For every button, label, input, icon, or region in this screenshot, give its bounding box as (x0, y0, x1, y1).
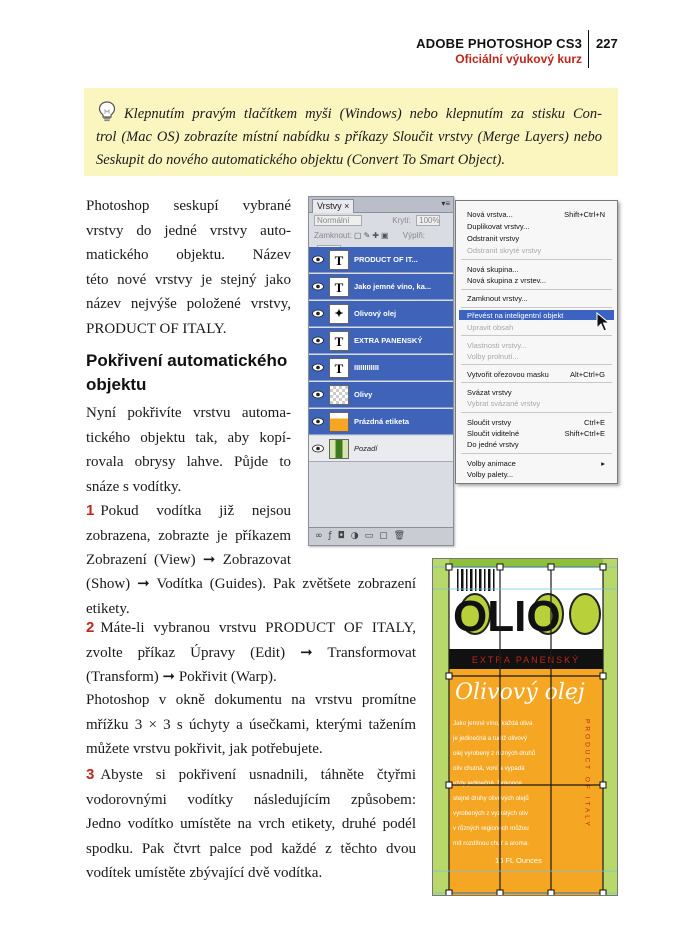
label-line: Jako jemné víno, každá oliva (453, 720, 533, 727)
header-divider (588, 30, 589, 68)
layer-name: Jako jemné víno, ka... (354, 282, 432, 291)
label-line: v různých regionech můžou (453, 825, 529, 832)
text-line: Photoshop v okně dokumentu na vrstvu promítne (86, 692, 416, 708)
menu-separator (461, 259, 612, 260)
menu-shortcut: Shift+Ctrl+E (564, 429, 605, 438)
layer-row[interactable] (309, 301, 453, 327)
text-line: snáze s vodítky. (86, 478, 182, 495)
layer-row[interactable] (309, 274, 453, 300)
text-line: PRODUCT OF ITALY. (86, 320, 227, 337)
menu-item-convert-smart-object[interactable]: Převést na inteligentní objekt (467, 311, 564, 320)
label-line: oliv chutná, voní a vypadá (453, 765, 525, 772)
text-line: mřížku 3 × 3 s úchyty a úsečkami, kterými tažením (86, 716, 416, 733)
layer-row[interactable] (309, 328, 453, 354)
step-number: 3 (86, 766, 95, 783)
menu-shortcut: Shift+Ctrl+N (564, 210, 605, 219)
text-line: Abyste si pokřivení usnadnili, táhněte čtyřmi (100, 767, 416, 783)
menu-item[interactable]: Odstranit vrstvy (467, 234, 520, 243)
product-label-image (432, 558, 618, 896)
paragraph-3 (86, 688, 416, 762)
menu-item[interactable]: Svázat vrstvy (467, 388, 512, 397)
layer-row-background[interactable] (309, 436, 453, 462)
menu-separator (461, 382, 612, 383)
text-line: spodku. Pak čtvrt palce pod každé z těchto dvou (86, 840, 416, 857)
label-line: stejné druhy olivových olejů (453, 795, 529, 802)
menu-item[interactable]: Nová skupina z vrstev... (467, 276, 547, 285)
menu-item[interactable]: Vytvořit ořezovou masku (467, 370, 549, 379)
step-1 (86, 499, 291, 573)
menu-item[interactable]: Zamknout vrstvy... (467, 294, 528, 303)
layer-row[interactable] (309, 382, 453, 408)
layer-name: IIIIIIIIIIII (354, 363, 380, 372)
text-line: matického objektu. Název (86, 247, 291, 263)
text-line: Nyní pokřivíte vrstvu automa- (86, 405, 291, 421)
paragraph-2 (86, 401, 291, 499)
tip-line-2: trol (Mac OS) zobrazíte místní nabídku s příkazy Sloučit vrstvy (Merge Layers) nebo (96, 128, 602, 145)
text-layer-thumbnail: T (329, 358, 349, 378)
eye-icon[interactable] (312, 255, 324, 264)
label-line: mít rozdílnou chuť a aroma. (453, 840, 529, 847)
olives-thumbnail (329, 385, 349, 405)
layer-row[interactable] (309, 247, 453, 273)
text-line: Photoshop seskupí vybrané (86, 198, 291, 214)
heading-line: Pokřivení automatického (86, 351, 288, 370)
menu-item[interactable]: Volby animace (467, 459, 516, 468)
intro-paragraph (86, 194, 291, 341)
label-brand: OLIO (453, 592, 561, 641)
submenu-arrow-icon: ▸ (601, 459, 605, 468)
text-line: vodorovnými vodítky následujícím způsobem: (86, 791, 416, 808)
lock-icons[interactable]: ▢✎✚▣ (354, 231, 391, 240)
label-line: vždy jedinečně. Dokonce (453, 780, 522, 787)
menu-item[interactable]: Volby prolnutí... (467, 352, 519, 361)
menu-item[interactable]: Vybrat svázané vrstvy (467, 399, 541, 408)
tip-box (84, 88, 618, 176)
opacity-label: Krytí: (392, 216, 411, 225)
page-number: 227 (596, 36, 618, 51)
panel-footer-icons[interactable]: ∞ƒ◘◑▭▢🗑 (315, 531, 412, 541)
menu-shortcut: Ctrl+E (583, 418, 605, 427)
text-line: Máte-li vybranou vrstvu PRODUCT OF ITALY, (100, 620, 416, 636)
layer-name: Olivy (354, 390, 373, 399)
text-line: název nejvýše položené vrstvy, (86, 296, 291, 312)
eye-icon[interactable] (312, 390, 324, 399)
layer-name: Pozadí (354, 444, 378, 453)
tab-layers[interactable]: Vrstvy × (312, 199, 354, 213)
eye-icon[interactable] (312, 417, 324, 426)
opacity-input[interactable]: 100% (416, 215, 440, 226)
menu-item[interactable]: Odstranit skryté vrstvy (467, 246, 542, 255)
label-thumbnail (329, 412, 349, 432)
warped-text-thumbnail: ✦ (329, 304, 349, 324)
menu-item[interactable]: Upravit obsah (467, 323, 514, 332)
label-artwork (433, 559, 618, 896)
panel-footer (309, 527, 453, 545)
label-script-title: Olivový olej (455, 680, 585, 705)
label-line: vyrobených z vyzrálých oliv (453, 810, 528, 817)
context-menu (455, 200, 618, 484)
text-line: Pokud vodítka již nejsou (100, 503, 291, 519)
running-header-subtitle: Oficiální výukový kurz (455, 52, 582, 66)
menu-item[interactable]: Nová vrstva... (467, 210, 513, 219)
text-line: (Transform) ➞ Pokřivit (Warp). (86, 669, 277, 685)
mouse-cursor-icon (596, 312, 610, 332)
label-line: je jedinečná a tudíž olivový (453, 735, 527, 742)
text-layer-thumbnail: T (329, 277, 349, 297)
tip-line-3: Seskupit do nového automatického objektu (Convert To Smart Object). (96, 151, 506, 168)
text-line: etikety. (86, 600, 130, 617)
blend-row (309, 213, 453, 228)
menu-item[interactable]: Sloučit vrstvy (467, 418, 512, 427)
running-header-title: ADOBE PHOTOSHOP CS3 (416, 36, 582, 51)
eye-icon[interactable] (312, 363, 324, 372)
layer-row[interactable] (309, 355, 453, 381)
step-3 (86, 763, 416, 886)
layers-panel (308, 196, 454, 546)
lightbulb-icon (96, 100, 118, 122)
step-1-cont (86, 572, 416, 621)
label-line: olej vyrobený z různých druhů (453, 750, 536, 757)
lock-label: Zamknout: (314, 231, 352, 240)
layer-name: PRODUCT OF IT... (354, 255, 418, 264)
layer-name: Olivový olej (354, 309, 397, 318)
layer-name: Prázdná etiketa (354, 417, 410, 426)
menu-item[interactable]: Vlastnosti vrstvy... (467, 341, 527, 350)
layer-name: EXTRA PANENSKÝ (354, 336, 423, 345)
layer-row[interactable] (309, 409, 453, 435)
menu-item[interactable]: Volby palety... (467, 470, 514, 479)
text-line: této nové vrstvy je stejný jako (86, 271, 291, 288)
text-line: (Show) ➞ Vodítka (Guides). Pak zvětšete zobrazení (86, 576, 416, 592)
eye-icon[interactable] (312, 282, 324, 291)
menu-item[interactable]: Nová skupina... (467, 265, 519, 274)
menu-separator (461, 364, 612, 365)
menu-separator (461, 307, 612, 308)
blend-mode-select[interactable]: Normální (314, 215, 362, 226)
text-line: Jedno vodítko umístěte na vrch etikety, druhé podél (86, 816, 416, 832)
text-layer-thumbnail: T (329, 331, 349, 351)
text-line: můžete vrstvu pokřivit, jak potřebujete. (86, 741, 323, 757)
tip-line-1: Klepnutím pravým tlačítkem myši (Windows) nebo klepnutím za stisku Con- (124, 106, 602, 122)
fill-label: Výplň: (402, 231, 426, 240)
menu-separator (461, 453, 612, 454)
menu-separator (461, 412, 612, 413)
label-volume: 16 FL Ounces (495, 856, 542, 865)
section-heading (86, 349, 296, 397)
eye-icon[interactable] (312, 444, 324, 453)
text-line: vrstvy do jedné vrstvy auto- (86, 222, 291, 239)
menu-shortcut: Alt+Ctrl+G (569, 370, 605, 379)
eye-icon[interactable] (312, 336, 324, 345)
step-number: 2 (86, 619, 95, 636)
text-layer-thumbnail: T (329, 250, 349, 270)
text-line: tického objektu tak, aby kopí- (86, 429, 291, 446)
text-line: vodítek umístěte zbývající dvě vodítka. (86, 865, 323, 881)
text-line: zvolte příkaz Úpravy (Edit) ➞ Transformovat (86, 644, 416, 661)
heading-line: objektu (86, 375, 147, 394)
eye-icon[interactable] (312, 309, 324, 318)
text-line: rovala obrysy lahve. Půjde to (86, 454, 291, 470)
text-line: Zobrazení (View) ➞ Zobrazovat (86, 552, 291, 568)
bottle-thumbnail (329, 439, 349, 459)
step-2 (86, 616, 416, 690)
label-vertical-text: PRODUCT OF ITALY (583, 719, 591, 829)
step-number: 1 (86, 502, 95, 519)
text-line: zobrazena, zobrazte je příkazem (86, 527, 291, 544)
lock-row (309, 228, 453, 243)
menu-item[interactable]: Sloučit viditelné (467, 429, 520, 438)
menu-separator (461, 335, 612, 336)
menu-separator (461, 289, 612, 290)
panel-menu-icon[interactable]: ▾≡ (441, 199, 450, 208)
menu-item[interactable]: Do jedné vrstvy (467, 440, 519, 449)
panel-tab-bar (309, 197, 453, 213)
menu-item[interactable]: Duplikovat vrstvy... (467, 222, 530, 231)
label-band-text: EXTRA PANENSKÝ (471, 655, 581, 665)
